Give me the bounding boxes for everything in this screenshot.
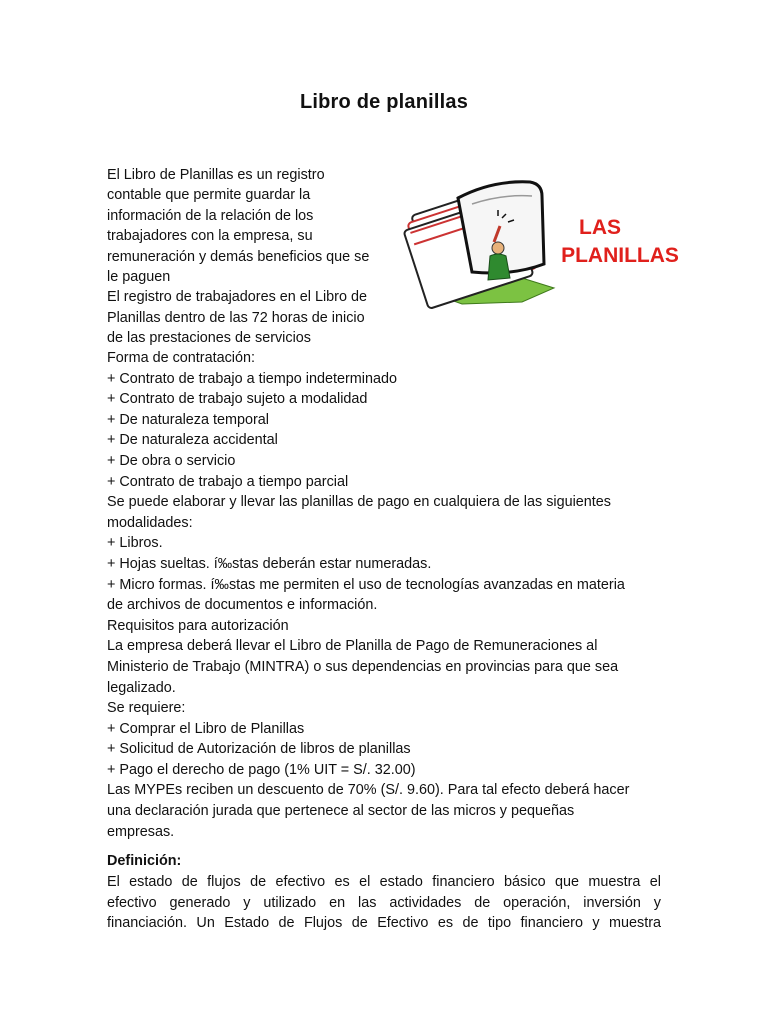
body-line: La empresa deberá llevar el Libro de Planilla de Pago de Remuneraciones al [107,638,598,655]
intro-line: Planillas dentro de las 72 horas de inicio [107,309,365,326]
definition-line: financiación. Un Estado de Flujos de Efectivo es de tipo financiero y muestra [107,915,661,932]
body-text [107,348,667,842]
intro-line: El Libro de Planillas es un registro [107,167,325,183]
clipart-text-las: LAS [579,216,621,239]
body-line: Ministerio de Trabajo (MINTRA) o sus dependencias en provincias para que sea [107,658,619,675]
body-line: + De naturaleza temporal [107,411,269,428]
definition-line: El estado de flujos de efectivo es el estado financiero básico que muestra el [107,874,661,890]
body-line: Se puede elaborar y llevar las planillas de pago en cualquiera de las siguientes [107,494,612,511]
body-line: + Pago el derecho de pago (1% UIT = S/. 32.00) [107,761,416,778]
intro-line: de las prestaciones de servicios [107,330,311,347]
body-line: Se requiere: [107,700,186,717]
page-title: Libro de planillas [299,91,469,113]
body-line: + Contrato de trabajo a tiempo parcial [107,473,349,490]
body-line: Las MYPEs reciben un descuento de 70% (S/. 9.60). Para tal efecto deberá hacer [107,782,630,799]
intro-line: remuneración y demás beneficios que se [107,248,370,265]
body-line: + De naturaleza accidental [107,432,278,449]
body-line: + Libros. [107,535,163,552]
body-line: + Contrato de trabajo sujeto a modalidad [107,391,368,408]
definition-line: efectivo generado y utilizado en las actividades de operación, inversión y [107,894,661,911]
body-line: legalizado. [107,679,176,696]
definition-paragraph [107,872,661,934]
body-line: de archivos de documentos e información. [107,597,378,614]
body-line: modalidades: [107,514,193,531]
planillas-illustration [402,168,692,318]
intro-line: contable que permite guardar la [107,187,311,204]
body-line: una declaración jurada que pertenece al sector de las micros y pequeñas [107,803,575,820]
intro-line: El registro de trabajadores en el Libro de [107,289,367,306]
body-line: Requisitos para autorización [107,617,289,634]
intro-line: le paguen [107,269,171,286]
intro-line: trabajadores con la empresa, su [107,228,313,245]
body-line: + De obra o servicio [107,452,236,469]
clipart-text-planillas: PLANILLAS [561,244,679,267]
intro-line: información de la relación de los [107,207,314,224]
body-line: + Comprar el Libro de Planillas [107,720,305,737]
body-line: + Contrato de trabajo a tiempo indeterminado [107,370,397,387]
intro-paragraph [107,165,397,349]
planillas-clipart [402,168,692,318]
body-line: + Solicitud de Autorización de libros de planillas [107,741,411,758]
definition-heading: Definición: [107,853,182,869]
body-line: empresas. [107,823,175,840]
body-line: + Hojas sueltas. í‰stas deberán estar numeradas. [107,555,432,572]
body-line: + Micro formas. í‰stas me permiten el uso de tecnologías avanzadas en materia [107,576,625,593]
body-line: Forma de contratación: [107,350,255,366]
